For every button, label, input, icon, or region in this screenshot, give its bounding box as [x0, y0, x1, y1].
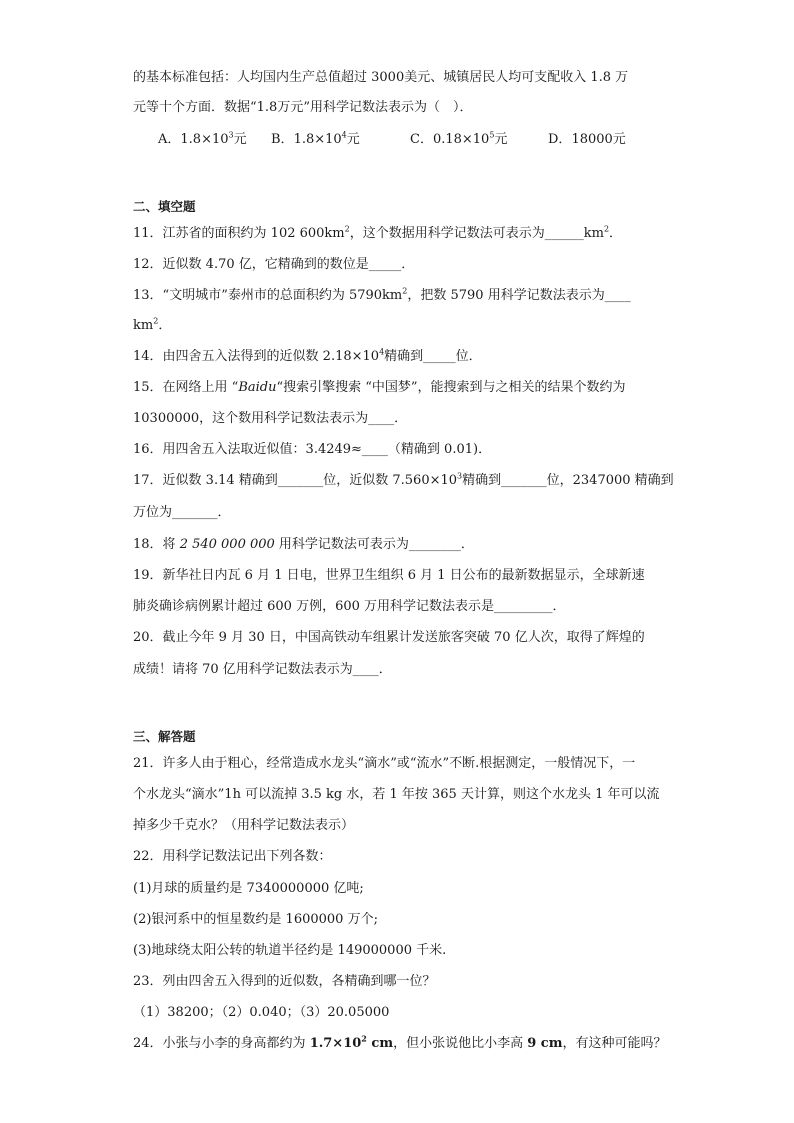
- q19-line2: 肺炎确诊病例累计超过 600 万例，600 万用科学记数法表示是_________．: [133, 599, 566, 614]
- q17-line2: 万位为_______．: [133, 505, 231, 520]
- q22-item-3: (3)地球绕太阳公转的轨道半径约是 149000000 千米.: [133, 943, 447, 958]
- q23-parts: （1）38200；（2）0.040；（3）20.05000: [133, 1005, 390, 1020]
- q14: 14．由四舍五入法得到的近似数 $2.18\times 10^4$精确到_____位．: [133, 347, 482, 364]
- q13-line2: $km^2$．: [133, 316, 172, 333]
- q10-option-c: C．$0.18\times 10^5$元: [410, 130, 508, 147]
- q10-stem-line1: 的基本标准包括：人均国内生产总值超过 3000美元、城镇居民人均可支配收入 1.8 万: [133, 70, 629, 85]
- q17-line1: 17．近似数 3.14 精确到_______位，近似数 $7.560\times 10^3$精确到_______位，2347000 精确到: [133, 471, 674, 488]
- q21-line3: 掉多少千克水？（用科学记数法表示）: [133, 818, 355, 833]
- q12: 12．近似数 4.70 亿，它精确到的数位是_____．: [133, 257, 415, 272]
- section-title-answer: 三、解答题: [133, 729, 196, 744]
- q10-option-a: A．$1.8\times 10^3$元: [158, 130, 247, 147]
- q23-stem: 23．列由四舍五入得到的近似数，各精确到哪一位？: [133, 974, 436, 989]
- q20-line2: 成绩！请将 70 亿用科学记数法表示为____．: [133, 662, 392, 677]
- q10-options: [0, 131, 794, 149]
- q10-option-d: D．18000元: [548, 132, 626, 147]
- q22-stem: 22．用科学记数法记出下列各数：: [133, 849, 332, 864]
- q10-option-b: B．$1.8\times 10^4$元: [271, 130, 360, 147]
- q24: 24．小张与小李的身高都约为 $1.7\times 10^2$ cm，但小张说他比小李高 9 cm，有这种可能吗？: [133, 1033, 667, 1051]
- q20-line1: 20．截止今年 9 月 30 日，中国高铁动车组累计发送旅客突破 70 亿人次，取得了辉煌的: [133, 630, 645, 645]
- q13-line1: 13．“文明城市”泰州市的总面积约为 $5790km^2$，把数 5790 用科学记数法表示为____: [133, 286, 631, 303]
- q15-line1: 15．在网络上用 “Baidu“搜索引擎搜索 “中国梦”，能搜索到与之相关的结果个数约为: [133, 380, 626, 395]
- q22-item-2: (2)银河系中的恒星数约是 1600000 万个;: [133, 912, 378, 927]
- section-title-fill-blank: 二、填空题: [133, 199, 196, 214]
- q18: 18．将 2 540 000 000 用科学记数法可表示为________．: [133, 537, 474, 552]
- q10-stem-line2: 元等十个方面．数据“1.8万元”用科学记数法表示为（ ）．: [133, 100, 473, 115]
- q21-line1: 21．许多人由于粗心，经常造成水龙头“滴水”或“流水”不断.根据测定，一般情况下，一: [133, 756, 636, 771]
- q15-line2: 10300000，这个数用科学记数法表示为____．: [133, 411, 408, 426]
- q16: 16．用四舍五入法取近似值：3.4249≈____（精确到 0.01)．: [133, 442, 492, 457]
- q22-item-1: (1)月球的质量约是 7340000000 亿吨;: [133, 881, 364, 896]
- q19-line1: 19．新华社日内瓦 6 月 1 日电，世界卫生组织 6 月 1 日公布的最新数据显示，全球新速: [133, 568, 645, 583]
- q21-line2: 个水龙头“滴水”1h 可以流掉 3.5 kg 水，若 1 年按 365 天计算，则这个水龙头 1 年可以流: [133, 787, 660, 802]
- q11: 11．江苏省的面积约为 102 $600km^2$，这个数据用科学记数法可表示为$\_\_\_\_\_\_km^2$．: [133, 224, 623, 241]
